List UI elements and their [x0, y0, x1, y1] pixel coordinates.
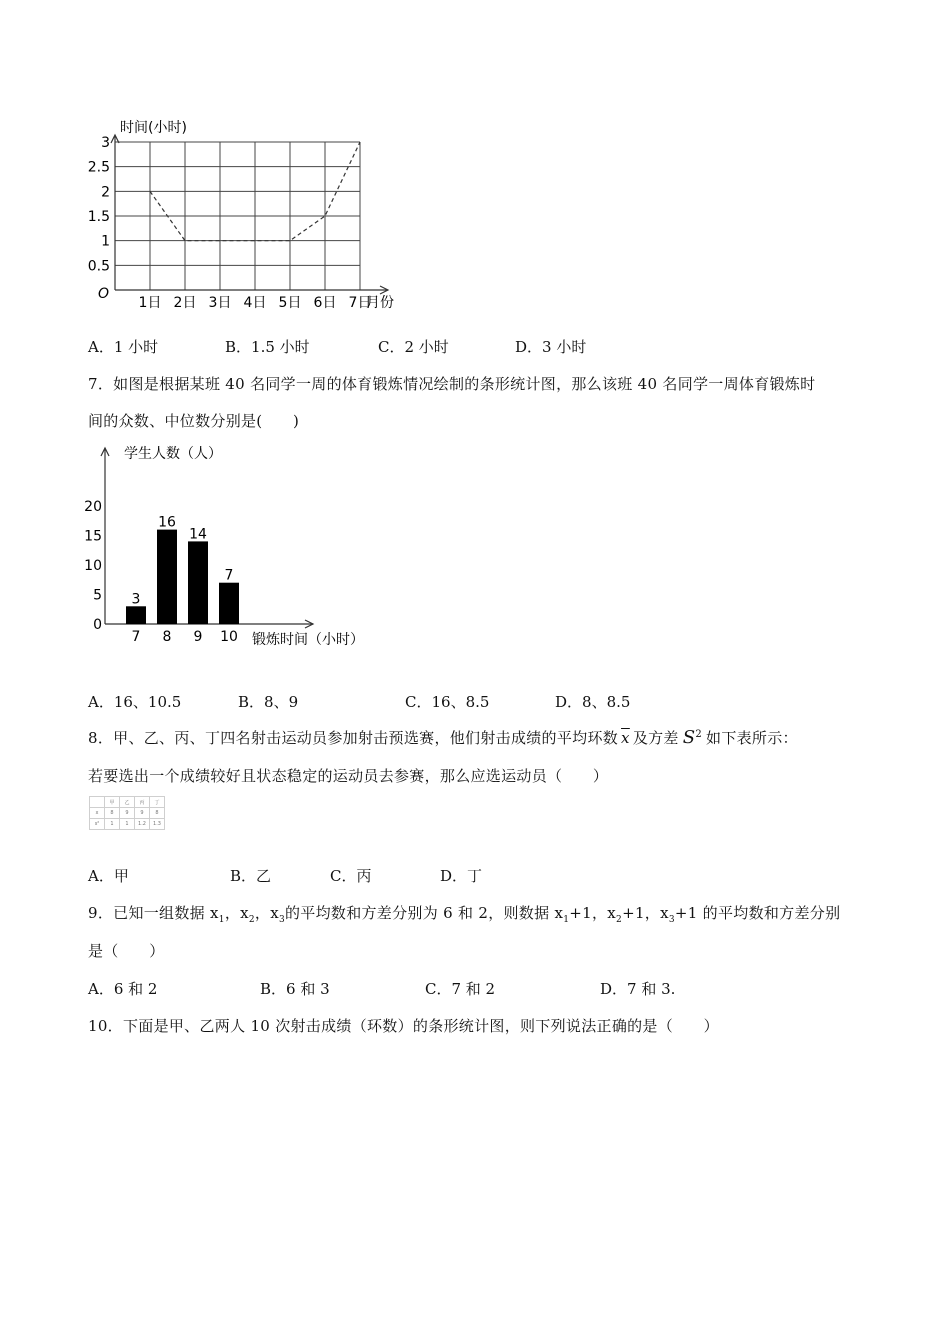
q9-question-line1 — [88, 902, 840, 925]
x-tick-label: 9 — [193, 629, 203, 645]
x-tick-label: 10 — [220, 629, 238, 645]
x-tick-label: 7 — [131, 629, 141, 645]
y-tick-label: 10 — [84, 558, 102, 574]
q9-option-d: D．7 和 3. — [600, 980, 676, 998]
y-tick-label: 1 — [101, 233, 110, 250]
table-row — [90, 808, 165, 819]
y-tick-label: 15 — [84, 528, 102, 545]
y-tick-labels — [88, 135, 110, 274]
q8-s-symbol: S — [682, 727, 696, 748]
bars — [126, 530, 239, 624]
q7-option-a: A．16、10.5 — [88, 693, 182, 711]
table-cell: s² — [90, 819, 105, 830]
table-cell: 乙 — [120, 797, 135, 808]
q8-question-line2: 若要选出一个成绩较好且状态稳定的运动员去参赛，那么应选运动员（ ） — [88, 767, 609, 785]
q9-sub: 2 — [616, 915, 623, 925]
q9-part: ，x — [254, 904, 279, 922]
q8-option-b: B．乙 — [230, 867, 272, 885]
table-cell: 9 — [120, 808, 135, 819]
y-axis-label: 时间(小时) — [120, 120, 187, 136]
q8-text-b: 及方差 — [632, 729, 679, 747]
q7-option-d: D．8、8.5 — [555, 693, 631, 711]
q7-question-line2: 间的众数、中位数分别是( ) — [88, 412, 300, 430]
table-cell: 8 — [150, 808, 165, 819]
table-cell: 1 — [120, 819, 135, 830]
y-tick-label: 0 — [93, 617, 102, 633]
q9-sub: 2 — [248, 915, 255, 925]
q9-sub: 3 — [668, 915, 675, 925]
q8-xbar: $\overline{x}$ — [621, 729, 630, 747]
bar-data-label: 16 — [158, 514, 176, 531]
q9-option-c: C．7 和 2 — [425, 980, 496, 998]
y-axis-label: 学生人数（人） — [124, 446, 222, 462]
q7-option-b: B．8、9 — [238, 693, 299, 711]
q6-option-d: D．3 小时 — [515, 338, 587, 356]
y-tick-label: 3 — [101, 135, 110, 151]
x-tick-label: 3日 — [208, 295, 232, 311]
hours-line-chart — [80, 110, 420, 320]
bar — [157, 530, 177, 624]
q6-option-b: B．1.5 小时 — [225, 338, 310, 356]
x-tick-label: 1日 — [138, 295, 162, 311]
bar — [188, 541, 208, 624]
table-cell: 1.3 — [150, 819, 165, 830]
table-cell: 甲 — [105, 797, 120, 808]
chart-axes — [111, 135, 388, 294]
table-cell: 丁 — [150, 797, 165, 808]
chart-grid — [115, 142, 360, 290]
table-cell: 1.2 — [135, 819, 150, 830]
table-cell: x — [90, 808, 105, 819]
table-cell: 9 — [135, 808, 150, 819]
q8-option-c: C．丙 — [330, 867, 372, 885]
q9-part: +1，x — [622, 904, 669, 922]
y-tick-label: 1.5 — [87, 209, 110, 225]
q9-sub: 1 — [218, 915, 225, 925]
table-cell: 丙 — [135, 797, 150, 808]
q6-option-c: C．2 小时 — [378, 338, 449, 356]
y-tick-label: 2.5 — [87, 159, 110, 176]
q8-text-c: 如下表所示： — [706, 729, 798, 747]
y-tick-labels — [84, 499, 102, 633]
y-tick-label: 2 — [101, 184, 110, 201]
x-tick-label: 8 — [162, 629, 172, 645]
table-header-row — [90, 797, 165, 808]
x-tick-labels — [139, 295, 372, 311]
x-tick-label: 7日 — [348, 295, 372, 311]
table-row — [90, 819, 165, 830]
q8-option-a: A．甲 — [88, 867, 129, 885]
q8-s-sup: 2 — [695, 729, 703, 740]
q9-option-a: A．6 和 2 — [88, 980, 158, 998]
bar-data-label: 3 — [131, 591, 141, 608]
q6-option-a: A．1 小时 — [88, 338, 159, 356]
table-cell: 8 — [105, 808, 120, 819]
q8-option-d: D．丁 — [440, 867, 483, 885]
bar — [126, 606, 146, 624]
origin-label: O — [98, 286, 110, 302]
table-cell — [90, 797, 105, 808]
bar-data-label: 14 — [189, 526, 207, 543]
q9-part: +1 的平均数和方差分别 — [674, 904, 841, 922]
y-tick-label: 0.5 — [87, 258, 110, 275]
x-tick-label: 6日 — [313, 295, 337, 311]
q9-sub: 1 — [563, 915, 570, 925]
q9-question-line2: 是（ ） — [88, 942, 165, 960]
q9-part: 的平均数和方差分别为 6 和 2，则数据 x — [285, 904, 564, 922]
q9-part: ，x — [224, 904, 249, 922]
x-tick-label: 5日 — [278, 295, 302, 311]
x-tick-label: 2日 — [173, 295, 197, 311]
bar-data-labels — [132, 515, 234, 608]
q9-sub: 3 — [278, 915, 285, 925]
q9-option-b: B．6 和 3 — [260, 980, 330, 998]
exercise-bar-chart — [80, 438, 400, 658]
y-tick-label: 5 — [93, 587, 102, 604]
y-tick-label: 20 — [84, 499, 102, 515]
q9-part: +1，x — [569, 904, 617, 922]
q9-part: 9．已知一组数据 x — [88, 904, 219, 922]
q10-question: 10．下面是甲、乙两人 10 次射击成绩（环数）的条形统计图，则下列说法正确的是（ ） — [88, 1017, 719, 1035]
x-axis-label: 锻炼时间（小时） — [252, 632, 364, 648]
x-axis-label: 月份 — [366, 295, 394, 311]
q8-question-line1 — [88, 727, 798, 748]
x-tick-label: 4日 — [243, 295, 267, 311]
table-cell: 1 — [105, 819, 120, 830]
q7-question-line1: 7．如图是根据某班 40 名同学一周的体育锻炼情况绘制的条形统计图，那么该班 40 名同学一周体育锻炼时 — [88, 375, 816, 393]
q8-stats-table — [89, 796, 165, 830]
q7-option-c: C．16、8.5 — [405, 693, 490, 711]
bar — [219, 583, 239, 624]
x-tick-labels — [132, 629, 238, 645]
q8-text-a: 8．甲、乙、丙、丁四名射击运动员参加射击预选赛，他们射击成绩的平均环数 — [88, 729, 619, 747]
bar-data-label: 7 — [224, 567, 234, 584]
